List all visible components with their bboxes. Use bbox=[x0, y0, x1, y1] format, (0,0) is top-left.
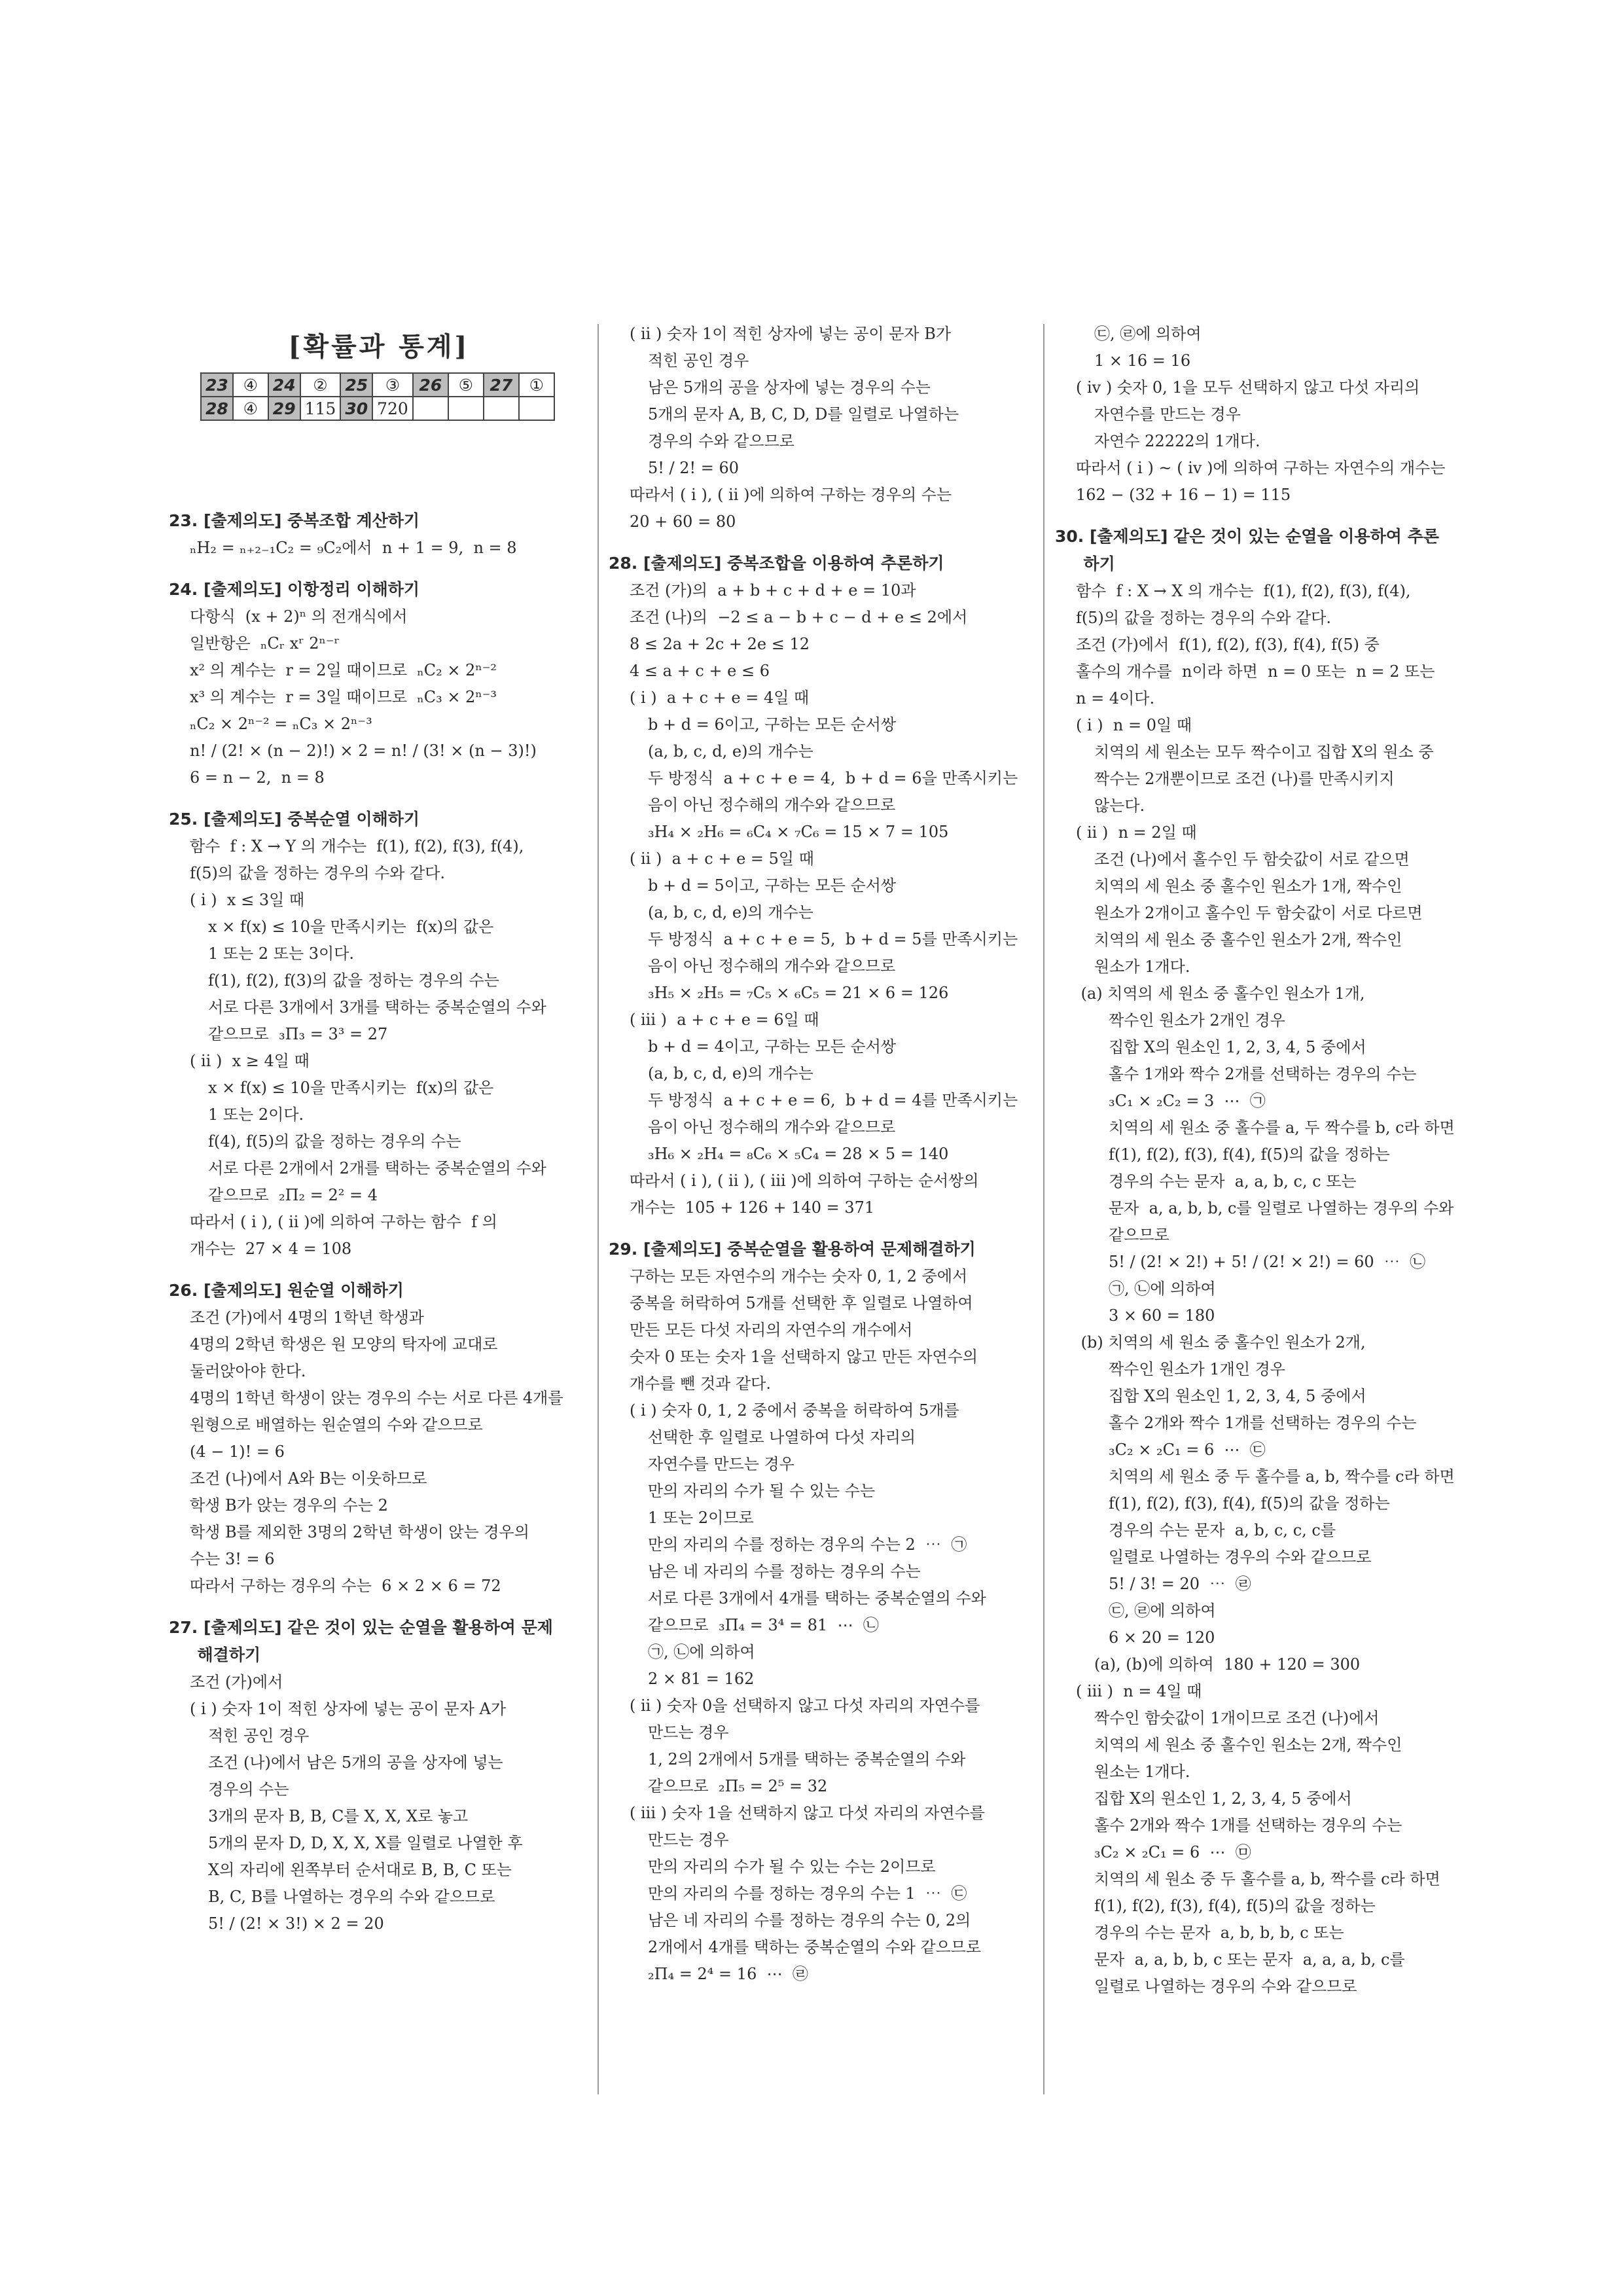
solution-line: 같으므로 ₂Π₂ = 2² = 4 bbox=[208, 1186, 378, 1204]
solution-line: 함수 f : X → X 의 개수는 f(1), f(2), f(3), f(4), bbox=[1076, 582, 1411, 600]
solution-line: 따라서 ( i ) ~ ( iv )에 의하여 구하는 자연수의 개수는 bbox=[1076, 459, 1446, 477]
solution-line: 만의 자리의 수를 정하는 경우의 수는 1 ⋯ ㉢ bbox=[648, 1884, 967, 1903]
solution-line: 2 × 81 = 162 bbox=[648, 1670, 755, 1688]
solution-line: 4명의 2학년 학생은 원 모양의 탁자에 교대로 bbox=[190, 1335, 498, 1354]
solution-line: 1 × 16 = 16 bbox=[1094, 351, 1191, 370]
solution-line: 4명의 1학년 학생이 앉는 경우의 수는 서로 다른 4개를 bbox=[190, 1389, 563, 1407]
solution-line: n! / (2! × (n − 2)!) × 2 = n! / (3! × (n − 3)!) bbox=[190, 742, 537, 760]
problem-heading: 30. [출제의도] 같은 것이 있는 순열을 이용하여 추론 bbox=[1055, 527, 1439, 546]
solution-line: ( i ) a + c + e = 4일 때 bbox=[630, 689, 810, 707]
empty-cell bbox=[448, 397, 484, 420]
solution-line: 선택한 후 일렬로 나열하여 다섯 자리의 bbox=[648, 1428, 916, 1446]
solution-line: 남은 네 자리의 수를 정하는 경우의 수는 bbox=[648, 1562, 921, 1581]
solution-line: ₃H₅ × ₂H₅ = ₇C₅ × ₆C₅ = 21 × 6 = 126 bbox=[648, 984, 949, 1002]
solution-line: 5! / (2! × 2!) + 5! / (2! × 2!) = 60 ⋯ ㉡ bbox=[1109, 1253, 1426, 1271]
solution-line: 치역의 세 원소 중 홀수인 원소가 1개, 짝수인 bbox=[1094, 877, 1402, 895]
solution-line: 집합 X의 원소인 1, 2, 3, 4, 5 중에서 bbox=[1094, 1789, 1352, 1808]
solution-line: n = 4이다. bbox=[1076, 689, 1155, 708]
solution-line: 개수는 105 + 126 + 140 = 371 bbox=[630, 1198, 875, 1217]
solution-line: 집합 X의 원소인 1, 2, 3, 4, 5 중에서 bbox=[1109, 1038, 1366, 1056]
solution-line: 서로 다른 3개에서 3개를 택하는 중복순열의 수와 bbox=[208, 998, 546, 1016]
solution-line: ₃H₄ × ₂H₆ = ₆C₄ × ₇C₆ = 15 × 7 = 105 bbox=[648, 823, 949, 841]
solution-line: 따라서 ( i ), ( ii )에 의하여 구하는 경우의 수는 bbox=[630, 486, 952, 504]
solution-line: 162 − (32 + 16 − 1) = 115 bbox=[1076, 486, 1291, 504]
solution-line: ₙC₂ × 2ⁿ⁻² = ₙC₃ × 2ⁿ⁻³ bbox=[190, 715, 372, 733]
solution-line: 음이 아닌 정수해의 개수와 같으므로 bbox=[648, 1118, 896, 1136]
solution-line: 6 × 20 = 120 bbox=[1109, 1628, 1215, 1647]
solution-line: 짝수인 원소가 2개인 경우 bbox=[1109, 1011, 1285, 1030]
question-number: 28 bbox=[201, 397, 233, 420]
solution-line: 조건 (가)에서 bbox=[190, 1673, 283, 1691]
solution-line: 구하는 모든 자연수의 개수는 숫자 0, 1, 2 중에서 bbox=[630, 1267, 968, 1285]
spacer bbox=[1055, 509, 1475, 523]
solution-line: ₃C₁ × ₂C₂ = 3 ⋯ ㉠ bbox=[1109, 1092, 1266, 1110]
solution-line: 따라서 ( i ), ( ii ), ( iii )에 의하여 구하는 순서쌍의 bbox=[630, 1172, 979, 1190]
answer-value: ④ bbox=[233, 397, 268, 420]
solution-line: (a, b, c, d, e)의 개수는 bbox=[648, 903, 813, 922]
solution-line: 홀수 2개와 짝수 1개를 선택하는 경우의 수는 bbox=[1094, 1816, 1402, 1835]
solution-line: 만든 모든 다섯 자리의 자연수의 개수에서 bbox=[630, 1321, 913, 1339]
spacer bbox=[609, 535, 1027, 550]
solution-line: 같으므로 bbox=[1109, 1226, 1169, 1244]
solution-line: 치역의 세 원소 중 두 홀수를 a, b, 짝수를 c라 하면 bbox=[1094, 1870, 1440, 1888]
answer-key-table bbox=[200, 372, 555, 421]
column-2 bbox=[609, 321, 1027, 1988]
solution-line: 경우의 수는 문자 a, b, b, b, c 또는 bbox=[1094, 1924, 1344, 1942]
solution-line: ₂Π₄ = 2⁴ = 16 ⋯ ㉣ bbox=[648, 1965, 808, 1983]
solution-line: 일렬로 나열하는 경우의 수와 같으므로 bbox=[1094, 1977, 1357, 1996]
solution-line: 치역의 세 원소 중 홀수인 원소가 2개, 짝수인 bbox=[1094, 931, 1402, 949]
solution-line: 홀수 2개와 짝수 1개를 선택하는 경우의 수는 bbox=[1109, 1414, 1417, 1432]
solution-line: 원소가 2개이고 홀수인 두 함숫값이 서로 다르면 bbox=[1094, 904, 1423, 922]
solution-line: ( iii ) 숫자 1을 선택하지 않고 다섯 자리의 자연수를 bbox=[630, 1804, 985, 1822]
solution-line: ( ii ) x ≥ 4일 때 bbox=[190, 1052, 310, 1070]
solution-line: 만의 자리의 수가 될 수 있는 수는 bbox=[648, 1482, 876, 1500]
solution-line: x × f(x) ≤ 10을 만족시키는 f(x)의 값은 bbox=[208, 918, 494, 936]
problem-heading: 하기 bbox=[1055, 554, 1115, 573]
solution-line: 음이 아닌 정수해의 개수와 같으므로 bbox=[648, 796, 896, 814]
solution-line: f(4), f(5)의 값을 정하는 경우의 수는 bbox=[208, 1132, 461, 1151]
question-number: 30 bbox=[340, 397, 372, 420]
solution-line: 3개의 문자 B, B, C를 X, X, X로 놓고 bbox=[208, 1807, 469, 1825]
solution-line: (b) 치역의 세 원소 중 홀수인 원소가 2개, bbox=[1076, 1333, 1366, 1352]
solution-line: ㉠, ㉡에 의하여 bbox=[648, 1643, 755, 1661]
solution-line: 원소는 1개다. bbox=[1094, 1763, 1190, 1781]
solution-line: 조건 (가)에서 f(1), f(2), f(3), f(4), f(5) 중 bbox=[1076, 636, 1380, 654]
solution-line: ( ii ) n = 2일 때 bbox=[1076, 823, 1197, 842]
solution-line: x³ 의 계수는 r = 3일 때이므로 ₙC₃ × 2ⁿ⁻³ bbox=[190, 688, 497, 706]
solution-line: ₃H₆ × ₂H₄ = ₈C₆ × ₅C₄ = 28 × 5 = 140 bbox=[648, 1145, 949, 1163]
solution-line: B, C, B를 나열하는 경우의 수와 같으므로 bbox=[208, 1888, 495, 1906]
problem-heading: 24. [출제의도] 이항정리 이해하기 bbox=[169, 580, 420, 599]
answer-value: ④ bbox=[233, 373, 268, 397]
solution-line: ( iii ) a + c + e = 6일 때 bbox=[630, 1011, 819, 1029]
solution-line: 조건 (가)에서 4명의 1학년 학생과 bbox=[190, 1308, 424, 1327]
solution-line: 숫자 0 또는 숫자 1을 선택하지 않고 만든 자연수의 bbox=[630, 1348, 978, 1366]
solution-line: 2개에서 4개를 택하는 중복순열의 수와 같으므로 bbox=[648, 1938, 982, 1956]
problem-heading: 27. [출제의도] 같은 것이 있는 순열을 활용하여 문제 bbox=[169, 1618, 553, 1637]
solution-line: 문자 a, a, b, b, c 또는 문자 a, a, a, b, c를 bbox=[1094, 1950, 1405, 1969]
solution-line: 치역의 세 원소 중 홀수를 a, 두 짝수를 b, c라 하면 bbox=[1109, 1119, 1455, 1137]
solution-line: 서로 다른 3개에서 4개를 택하는 중복순열의 수와 bbox=[648, 1589, 986, 1607]
solution-line: f(1), f(2), f(3)의 값을 정하는 경우의 수는 bbox=[208, 971, 499, 990]
answer-value: ⑤ bbox=[448, 373, 484, 397]
solution-line: 중복을 허락하여 5개를 선택한 후 일렬로 나열하여 bbox=[630, 1294, 973, 1312]
problem-heading: 29. [출제의도] 중복순열을 활용하여 문제해결하기 bbox=[609, 1240, 976, 1259]
solution-line: 1 또는 2 또는 3이다. bbox=[208, 944, 355, 963]
solution-line: 5개의 문자 A, B, C, D, D를 일렬로 나열하는 bbox=[648, 405, 959, 423]
solution-line: 경우의 수는 문자 a, b, c, c, c를 bbox=[1109, 1521, 1336, 1539]
solution-line: 5개의 문자 D, D, X, X, X를 일렬로 나열한 후 bbox=[208, 1834, 523, 1852]
solution-line: f(1), f(2), f(3), f(4), f(5)의 값을 정하는 bbox=[1109, 1494, 1390, 1513]
question-number: 25 bbox=[340, 373, 372, 397]
solution-line: 적힌 공인 경우 bbox=[208, 1727, 310, 1745]
solution-text-column-3 bbox=[1055, 321, 1475, 2000]
solution-line: 적힌 공인 경우 bbox=[648, 351, 749, 370]
solution-line: ( ii ) 숫자 0을 선택하지 않고 다섯 자리의 자연수를 bbox=[630, 1696, 980, 1715]
solution-line: 자연수 22222의 1개다. bbox=[1094, 432, 1260, 450]
solution-line: 자연수를 만드는 경우 bbox=[1094, 405, 1241, 423]
solution-line: ( i ) 숫자 1이 적힌 상자에 넣는 공이 문자 A가 bbox=[190, 1700, 507, 1718]
question-number: 24 bbox=[268, 373, 300, 397]
solution-line: ( iii ) n = 4일 때 bbox=[1076, 1682, 1202, 1700]
solution-line: ㉠, ㉡에 의하여 bbox=[1109, 1280, 1216, 1298]
solution-line: (a) 치역의 세 원소 중 홀수인 원소가 1개, bbox=[1076, 984, 1365, 1003]
solution-line: (a, b, c, d, e)의 개수는 bbox=[648, 1064, 813, 1083]
solution-line: b + d = 4이고, 구하는 모든 순서쌍 bbox=[648, 1037, 897, 1056]
question-number: 29 bbox=[268, 397, 300, 420]
answer-value: ① bbox=[519, 373, 554, 397]
solution-line: ( ii ) 숫자 1이 적힌 상자에 넣는 공이 문자 B가 bbox=[630, 325, 952, 343]
solution-line: 6 = n − 2, n = 8 bbox=[190, 768, 325, 787]
problem-heading: 28. [출제의도] 중복조합을 이용하여 추론하기 bbox=[609, 554, 944, 573]
solution-line: ( iv ) 숫자 0, 1을 모두 선택하지 않고 다섯 자리의 bbox=[1076, 378, 1420, 397]
solution-line: 일반항은 ₙCᵣ xʳ 2ⁿ⁻ʳ bbox=[190, 634, 340, 653]
solution-line: 문자 a, a, b, b, c를 일렬로 나열하는 경우의 수와 bbox=[1109, 1199, 1454, 1217]
solution-line: 만의 자리의 수가 될 수 있는 수는 2이므로 bbox=[648, 1857, 936, 1876]
solution-line: 짝수인 함숫값이 1개이므로 조건 (나)에서 bbox=[1094, 1709, 1380, 1727]
solution-line: 둘러앉아야 한다. bbox=[190, 1362, 306, 1380]
problem-heading: 26. [출제의도] 원순열 이해하기 bbox=[169, 1281, 404, 1300]
solution-text-column-1 bbox=[169, 493, 589, 1937]
solution-line: 함수 f : X → Y 의 개수는 f(1), f(2), f(3), f(4), bbox=[190, 837, 524, 855]
solution-line: b + d = 5이고, 구하는 모든 순서쌍 bbox=[648, 876, 897, 895]
answer-row bbox=[201, 373, 554, 397]
solution-line: 남은 5개의 공을 상자에 넣는 경우의 수는 bbox=[648, 378, 931, 397]
problem-heading: 해결하기 bbox=[169, 1645, 261, 1664]
solution-line: 개수를 뺀 것과 같다. bbox=[630, 1374, 771, 1393]
solution-line: 1 또는 2이므로 bbox=[648, 1509, 754, 1527]
problem-heading: 23. [출제의도] 중복조합 계산하기 bbox=[169, 511, 420, 530]
question-number: 26 bbox=[413, 373, 448, 397]
solution-line: 개수는 27 × 4 = 108 bbox=[190, 1240, 352, 1258]
spacer bbox=[169, 1263, 589, 1277]
solution-line: f(1), f(2), f(3), f(4), f(5)의 값을 정하는 bbox=[1109, 1145, 1390, 1164]
solution-line: 같으므로 ₂Π₅ = 2⁵ = 32 bbox=[648, 1777, 828, 1795]
solution-line: 남은 네 자리의 수를 정하는 경우의 수는 0, 2의 bbox=[648, 1911, 971, 1929]
section-title: [확률과 통계] bbox=[288, 331, 470, 362]
solution-line: ( i ) x ≤ 3일 때 bbox=[190, 891, 305, 909]
answer-row bbox=[201, 397, 554, 420]
solution-line: (a, b, c, d, e)의 개수는 bbox=[648, 742, 813, 761]
solution-line: 않는다. bbox=[1094, 797, 1145, 815]
solution-line: 치역의 세 원소 중 두 홀수를 a, b, 짝수를 c라 하면 bbox=[1109, 1467, 1455, 1486]
solution-line: 조건 (나)에서 남은 5개의 공을 상자에 넣는 bbox=[208, 1753, 503, 1772]
solution-line: 집합 X의 원소인 1, 2, 3, 4, 5 중에서 bbox=[1109, 1387, 1366, 1405]
solution-line: 5! / 2! = 60 bbox=[648, 459, 740, 477]
solution-line: 음이 아닌 정수해의 개수와 같으므로 bbox=[648, 957, 896, 975]
solution-line: 따라서 ( i ), ( ii )에 의하여 구하는 함수 f 의 bbox=[190, 1213, 497, 1231]
question-number: 27 bbox=[484, 373, 519, 397]
answer-value: ③ bbox=[372, 373, 413, 397]
solution-line: ( ii ) a + c + e = 5일 때 bbox=[630, 850, 814, 868]
solution-line: 조건 (가)의 a + b + c + d + e = 10과 bbox=[630, 581, 916, 600]
solution-line: 서로 다른 2개에서 2개를 택하는 중복순열의 수와 bbox=[208, 1159, 546, 1177]
solution-line: 수는 3! = 6 bbox=[190, 1550, 275, 1568]
solution-line: ₙH₂ = ₙ₊₂₋₁C₂ = ₉C₂에서 n + 1 = 9, n = 8 bbox=[190, 539, 517, 557]
solution-line: 홀수 1개와 짝수 2개를 선택하는 경우의 수는 bbox=[1109, 1065, 1417, 1083]
answer-value: 115 bbox=[300, 397, 341, 420]
empty-cell bbox=[519, 397, 554, 420]
solution-line: ㉢, ㉣에 의하여 bbox=[1109, 1602, 1216, 1620]
solution-line: 일렬로 나열하는 경우의 수와 같으므로 bbox=[1109, 1548, 1372, 1566]
solution-line: ₃C₂ × ₂C₁ = 6 ⋯ ㉢ bbox=[1109, 1441, 1266, 1459]
question-number: 23 bbox=[201, 373, 233, 397]
solution-line: 홀수의 개수를 n이라 하면 n = 0 또는 n = 2 또는 bbox=[1076, 662, 1435, 681]
solution-line: 원형으로 배열하는 원순열의 수와 같으므로 bbox=[190, 1416, 483, 1434]
solution-line: 1, 2의 2개에서 5개를 택하는 중복순열의 수와 bbox=[648, 1750, 966, 1768]
solution-line: 20 + 60 = 80 bbox=[630, 512, 736, 531]
solution-line: 따라서 구하는 경우의 수는 6 × 2 × 6 = 72 bbox=[190, 1577, 501, 1595]
solution-line: 조건 (나)의 −2 ≤ a − b + c − d + e ≤ 2에서 bbox=[630, 608, 968, 626]
answer-value: ② bbox=[300, 373, 341, 397]
solution-line: (a), (b)에 의하여 180 + 120 = 300 bbox=[1094, 1655, 1361, 1674]
solution-line: ㉢, ㉣에 의하여 bbox=[1094, 325, 1202, 343]
solution-line: f(5)의 값을 정하는 경우의 수와 같다. bbox=[1076, 609, 1332, 627]
solution-line: ( i ) 숫자 0, 1, 2 중에서 중복을 허락하여 5개를 bbox=[630, 1401, 959, 1420]
solution-line: 5! / 3! = 20 ⋯ ㉣ bbox=[1109, 1575, 1251, 1593]
spacer bbox=[169, 562, 589, 576]
solution-line: 치역의 세 원소는 모두 짝수이고 집합 X의 원소 중 bbox=[1094, 743, 1434, 761]
column-3 bbox=[1055, 321, 1475, 2000]
solution-line: 경우의 수와 같으므로 bbox=[648, 432, 794, 450]
solution-line: 만드는 경우 bbox=[648, 1831, 729, 1849]
solution-line: 학생 B가 앉는 경우의 수는 2 bbox=[190, 1496, 388, 1515]
solution-line: 4 ≤ a + c + e ≤ 6 bbox=[630, 662, 770, 680]
column-divider-1 bbox=[597, 324, 599, 2094]
solution-line: 경우의 수는 문자 a, a, b, c, c 또는 bbox=[1109, 1172, 1357, 1191]
solution-line: f(1), f(2), f(3), f(4), f(5)의 값을 정하는 bbox=[1094, 1897, 1376, 1915]
empty-cell bbox=[413, 397, 448, 420]
solution-line: 같으므로 ₃Π₃ = 3³ = 27 bbox=[208, 1025, 388, 1043]
answer-value: 720 bbox=[372, 397, 413, 420]
solution-line: 1 또는 2이다. bbox=[208, 1105, 304, 1124]
solution-line: x × f(x) ≤ 10을 만족시키는 f(x)의 값은 bbox=[208, 1079, 494, 1097]
empty-cell bbox=[484, 397, 519, 420]
solution-line: f(5)의 값을 정하는 경우의 수와 같다. bbox=[190, 864, 446, 882]
solution-line: 5! / (2! × 3!) × 2 = 20 bbox=[208, 1914, 384, 1933]
solution-line: X의 자리에 왼쪽부터 순서대로 B, B, C 또는 bbox=[208, 1861, 512, 1879]
problem-heading: 25. [출제의도] 중복순열 이해하기 bbox=[169, 810, 420, 829]
spacer bbox=[169, 791, 589, 806]
solution-line: 만드는 경우 bbox=[648, 1723, 729, 1742]
solution-line: 두 방정식 a + c + e = 5, b + d = 5를 만족시키는 bbox=[648, 930, 1018, 948]
column-1 bbox=[169, 321, 589, 1937]
spacer bbox=[169, 493, 589, 507]
solution-line: 같으므로 ₃Π₄ = 3⁴ = 81 ⋯ ㉡ bbox=[648, 1616, 879, 1634]
solution-line: 만의 자리의 수를 정하는 경우의 수는 2 ⋯ ㉠ bbox=[648, 1535, 967, 1554]
solution-line: 학생 B를 제외한 3명의 2학년 학생이 앉는 경우의 bbox=[190, 1523, 529, 1541]
solution-line: 3 × 60 = 180 bbox=[1109, 1306, 1215, 1325]
spacer bbox=[169, 1600, 589, 1614]
solution-line: 경우의 수는 bbox=[208, 1780, 289, 1799]
solution-line: ₃C₂ × ₂C₁ = 6 ⋯ ㉤ bbox=[1094, 1843, 1251, 1861]
solution-line: 짝수인 원소가 1개인 경우 bbox=[1109, 1360, 1285, 1378]
solution-line: 원소가 1개다. bbox=[1094, 958, 1190, 976]
solution-line: 8 ≤ 2a + 2c + 2e ≤ 12 bbox=[630, 635, 810, 653]
solution-line: 다항식 (x + 2)ⁿ 의 전개식에서 bbox=[190, 607, 408, 626]
solution-line: (4 − 1)! = 6 bbox=[190, 1443, 285, 1461]
solution-line: b + d = 6이고, 구하는 모든 순서쌍 bbox=[648, 715, 897, 734]
solution-text-column-2 bbox=[609, 321, 1027, 1988]
solution-line: 짝수는 2개뿐이므로 조건 (나)를 만족시키지 bbox=[1094, 770, 1395, 788]
solution-line: ( i ) n = 0일 때 bbox=[1076, 716, 1192, 734]
solution-line: 자연수를 만드는 경우 bbox=[648, 1455, 794, 1473]
solution-line: 두 방정식 a + c + e = 4, b + d = 6을 만족시키는 bbox=[648, 769, 1018, 787]
solution-line: 치역의 세 원소 중 홀수인 원소는 2개, 짝수인 bbox=[1094, 1736, 1402, 1754]
solution-line: 조건 (나)에서 홀수인 두 함숫값이 서로 같으면 bbox=[1094, 850, 1410, 869]
spacer bbox=[609, 1221, 1027, 1236]
solution-line: 두 방정식 a + c + e = 6, b + d = 4를 만족시키는 bbox=[648, 1091, 1018, 1109]
solution-line: 조건 (나)에서 A와 B는 이웃하므로 bbox=[190, 1469, 427, 1488]
solution-line: x² 의 계수는 r = 2일 때이므로 ₙC₂ × 2ⁿ⁻² bbox=[190, 661, 497, 679]
column-divider-2 bbox=[1043, 324, 1044, 2094]
